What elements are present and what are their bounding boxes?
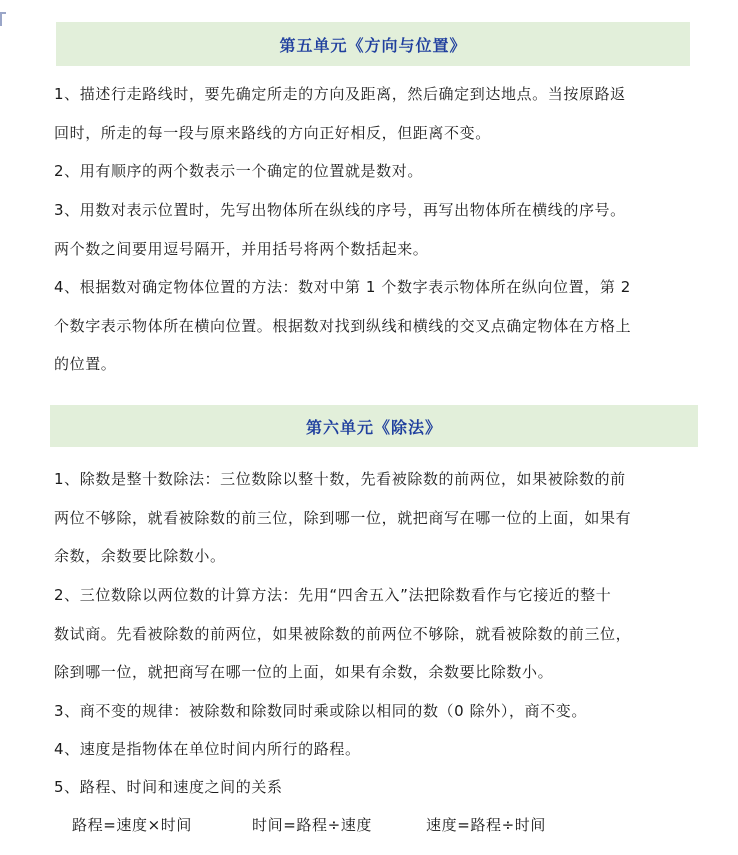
- text-line: 4、速度是指物体在单位时间内所行的路程。: [54, 740, 361, 758]
- text-line: 5、路程、时间和速度之间的关系: [54, 778, 283, 796]
- unit6-paragraph-3: [54, 692, 694, 731]
- text-line: 余数，余数要比除数小。: [54, 547, 226, 565]
- unit5-paragraph-1: [54, 75, 694, 152]
- unit6-paragraph-2: [54, 576, 694, 692]
- unit5-title-banner: [56, 22, 690, 66]
- unit6-title-banner: [50, 405, 698, 447]
- unit6-paragraph-4: [54, 730, 694, 769]
- formula-time: 时间=路程÷速度: [252, 816, 372, 834]
- unit6-paragraph-1: [54, 460, 694, 576]
- text-line: 数试商。先看被除数的前两位，如果被除数的前两位不够除，就看被除数的前三位，: [54, 624, 632, 643]
- text-line: 个数字表示物体所在横向位置。根据数对找到纵线和横线的交叉点确定物体在方格上: [54, 316, 632, 335]
- unit6-paragraph-5: [54, 768, 694, 807]
- page-corner-mark: [0, 12, 6, 26]
- text-line: 3、商不变的规律：被除数和除数同时乘或除以相同的数（0 除外），商不变。: [54, 702, 587, 720]
- unit5-paragraph-3: [54, 191, 694, 268]
- formula-speed: 速度=路程÷时间: [426, 816, 546, 834]
- unit5-paragraph-4: [54, 268, 694, 384]
- text-line: 除到哪一位，就把商写在哪一位的上面，如果有余数，余数要比除数小。: [54, 663, 554, 681]
- text-line: 2、用有顺序的两个数表示一个确定的位置就是数对。: [54, 162, 423, 180]
- text-line: 2、三位数除以两位数的计算方法：先用“四舍五入”法把除数看作与它接近的整十: [54, 586, 612, 604]
- text-line: 1、除数是整十数除法：三位数除以整十数，先看被除数的前两位，如果被除数的前: [54, 470, 626, 488]
- text-line: 的位置。: [54, 355, 117, 373]
- formula-distance: 路程=速度×时间: [72, 816, 192, 834]
- unit5-paragraph-2: [54, 152, 694, 191]
- text-line: 1、描述行走路线时，要先确定所走的方向及距离，然后确定到达地点。当按原路返: [54, 85, 626, 103]
- text-line: 两位不够除，就看被除数的前三位，除到哪一位，就把商写在哪一位的上面，如果有: [54, 508, 632, 527]
- text-line: 回时，所走的每一段与原来路线的方向正好相反，但距离不变。: [54, 123, 491, 142]
- unit6-title: 第六单元《除法》: [305, 417, 442, 437]
- text-line: 两个数之间要用逗号隔开，并用括号将两个数括起来。: [54, 239, 429, 258]
- text-line: 4、根据数对确定物体位置的方法：数对中第 1 个数字表示物体所在纵向位置，第 2: [54, 278, 631, 296]
- unit5-title: 第五单元《方向与位置》: [279, 35, 467, 55]
- text-line: 3、用数对表示位置时，先写出物体所在纵线的序号，再写出物体所在横线的序号。: [54, 201, 626, 219]
